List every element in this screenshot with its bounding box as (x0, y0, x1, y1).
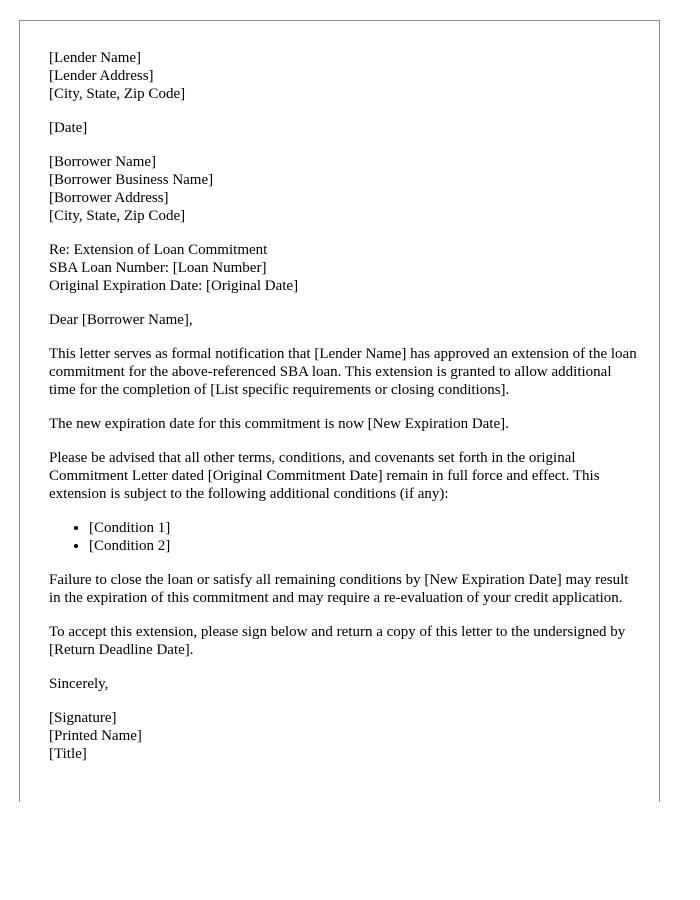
signature-block (49, 709, 639, 763)
condition-item: • [Condition 1] (89, 519, 639, 537)
lender-address: [Lender Address] (49, 68, 154, 84)
signature-line: [Signature] (49, 710, 117, 726)
original-expiration-line: Original Expiration Date: [Original Date] (49, 278, 299, 294)
borrower-business-name: [Borrower Business Name] (49, 172, 214, 188)
title-line: [Title] (49, 746, 87, 762)
paragraph-terms: Please be advised that all other terms, conditions, and covenants set forth in the original Commitment Letter dated [Original Commitment Date] remain in full force and effect. This extension is subject to the following additional conditions (if any): (49, 450, 600, 502)
borrower-city-state-zip: [City, State, Zip Code] (49, 208, 186, 224)
reference-block (49, 241, 639, 295)
lender-name: [Lender Name] (49, 50, 142, 66)
paragraph-accept: To accept this extension, please sign below and return a copy of this letter to the undersigned by [Return Deadline Date]. (49, 624, 626, 658)
paragraph-notification: This letter serves as formal notification that [Lender Name] has approved an extension of the loan commitment for the above-referenced SBA loan. This extension is granted to allow additional time for the completion of [List specific requirements or closing conditions]. (49, 346, 637, 398)
paragraph-failure: Failure to close the loan or satisfy all remaining conditions by [New Expiration Date] may result in the expiration of this commitment and may require a re-evaluation of your credit application. (49, 572, 629, 606)
letter-date: [Date] (49, 120, 88, 136)
letter-body (49, 49, 639, 763)
printed-name-line: [Printed Name] (49, 728, 142, 744)
borrower-address: [Borrower Address] (49, 190, 169, 206)
paragraph-new-expiration: The new expiration date for this commitment is now [New Expiration Date]. (49, 416, 509, 432)
condition-item: • [Condition 2] (89, 537, 639, 555)
loan-number-line: SBA Loan Number: [Loan Number] (49, 260, 267, 276)
borrower-address-block (49, 153, 639, 225)
closing: Sincerely, (49, 676, 109, 692)
borrower-name: [Borrower Name] (49, 154, 157, 170)
letter-page (19, 20, 660, 802)
lender-address-block (49, 49, 639, 103)
salutation: Dear [Borrower Name], (49, 312, 193, 328)
conditions-list (49, 519, 639, 555)
date-block (49, 119, 639, 137)
lender-city-state-zip: [City, State, Zip Code] (49, 86, 186, 102)
re-line: Re: Extension of Loan Commitment (49, 242, 268, 258)
